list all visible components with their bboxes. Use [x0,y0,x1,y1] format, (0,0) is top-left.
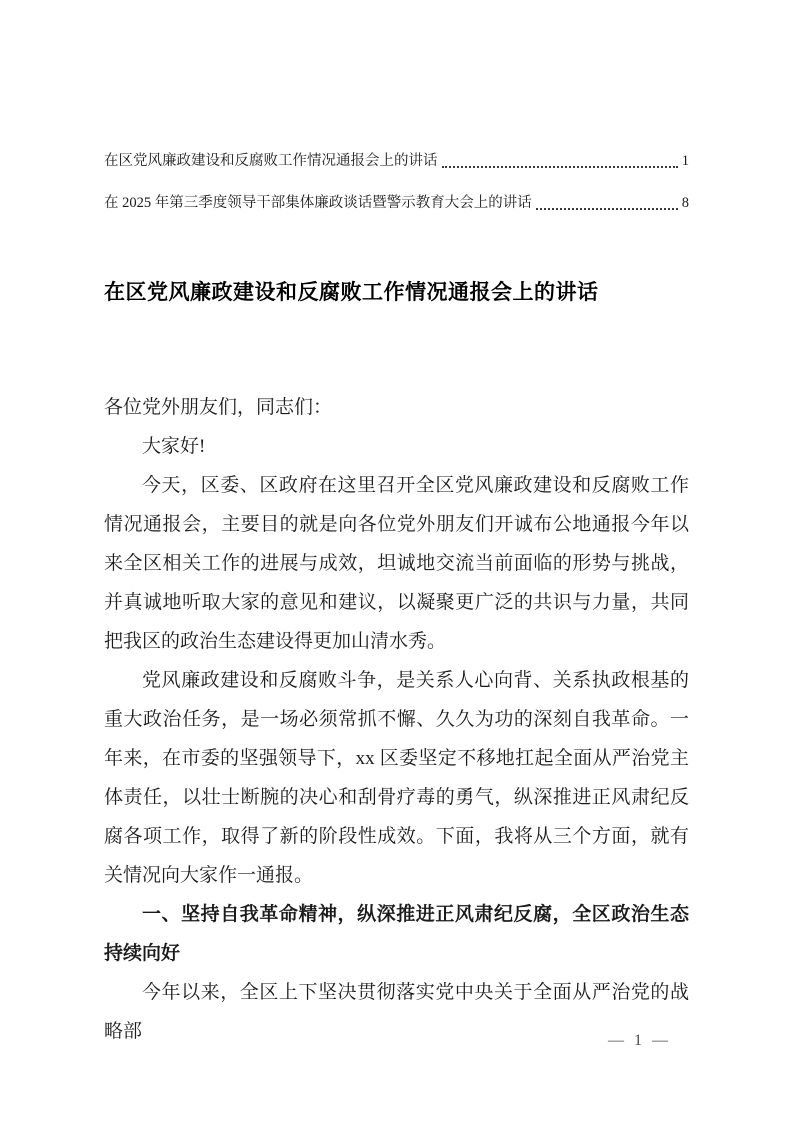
toc-item-1-title: 在区党风廉政建设和反腐败工作情况通报会上的讲话 [104,153,438,169]
toc-item-2-title: 在 2025 年第三季度领导干部集体廉政谈话暨警示教育大会上的讲话 [104,195,532,211]
toc-leader-dots [442,166,678,168]
page-number: — 1 — [608,1032,671,1049]
toc-leader-dots [536,208,678,210]
toc-item-1[interactable] [104,150,689,172]
paragraph-section-intro: 今年以来，全区上下坚决贯彻落实党中央关于全面从严治党的战略部 [104,982,689,1042]
paragraph-opening: 今天，区委、区政府在这里召开全区党风廉政建设和反腐败工作情况通报会，主要目的就是向各位党外朋友们开诚布公地通报今年以来全区相关工作的进展与成效，坦诚地交流当前面临的形势与挑战，并真诚地听取大家的意见和建议，以凝聚更广泛的共识与力量，共同把我区的政治生态建设得更加山清水秀。 [104,475,689,652]
toc-item-2[interactable] [104,192,689,214]
greeting-line: 大家好! [142,436,206,457]
section-heading-1: 一、坚持自我革命精神，纵深推进正风肃纪反腐，全区政治生态持续向好 [104,904,689,964]
document-title: 在区党风廉政建设和反腐败工作情况通报会上的讲话 [104,281,599,304]
salutation-line: 各位党外朋友们，同志们： [104,397,333,418]
document-body [104,388,689,1051]
paragraph-overview: 党风廉政建设和反腐败斗争，是关系人心向背、关系执政根基的重大政治任务，是一场必须常抓不懈、久久为功的深刻自我革命。一年来，在市委的坚强领导下，xx 区委坚定不移地扛起全面从严治党主体责任，以壮士断腕的决心和刮骨疗毒的勇气，纵深推进正风肃纪反腐各项工作，取得了新的阶段性成效。下面，我将从三个方面，就有关情况向大家作一通报。 [104,670,689,886]
toc-item-2-page-number: 8 [681,195,689,211]
table-of-contents [104,150,689,214]
toc-item-1-page-number: 1 [681,153,689,169]
